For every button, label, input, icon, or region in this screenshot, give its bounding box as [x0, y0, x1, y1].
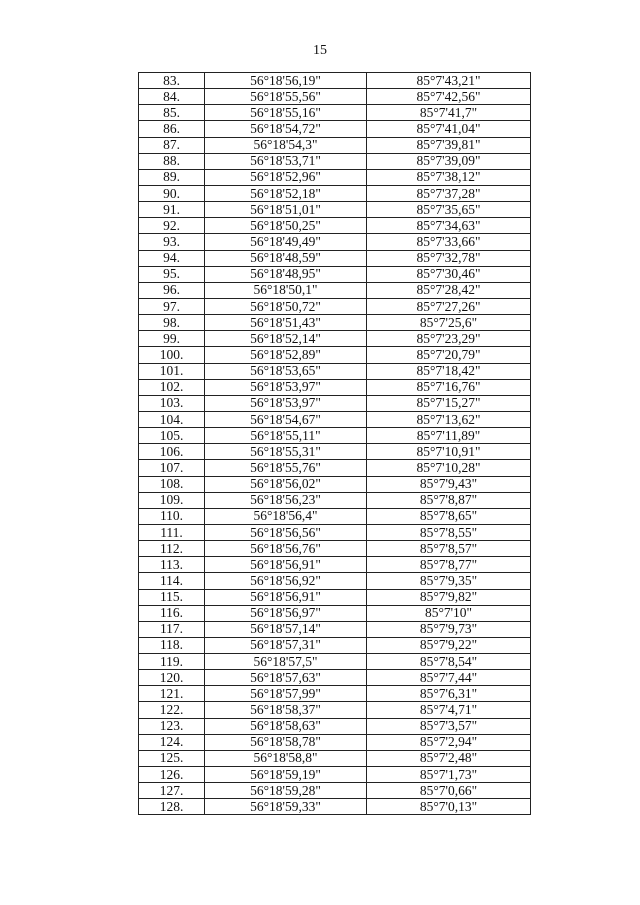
point-number-cell: 89. [139, 169, 205, 185]
latitude-cell: 56°18'56,76" [205, 541, 367, 557]
point-number-cell: 122. [139, 702, 205, 718]
longitude-cell: 85°7'41,7" [367, 105, 531, 121]
latitude-cell: 56°18'52,96" [205, 169, 367, 185]
table-row [139, 444, 531, 460]
longitude-cell: 85°7'9,43" [367, 476, 531, 492]
table-row [139, 492, 531, 508]
longitude-cell: 85°7'30,46" [367, 266, 531, 282]
point-number-cell: 95. [139, 266, 205, 282]
longitude-cell: 85°7'20,79" [367, 347, 531, 363]
point-number-cell: 97. [139, 298, 205, 314]
point-number-cell: 118. [139, 637, 205, 653]
table-row [139, 637, 531, 653]
table-row [139, 508, 531, 524]
table-row [139, 282, 531, 298]
longitude-cell: 85°7'41,04" [367, 121, 531, 137]
point-number-cell: 106. [139, 444, 205, 460]
point-number-cell: 100. [139, 347, 205, 363]
latitude-cell: 56°18'51,43" [205, 315, 367, 331]
longitude-cell: 85°7'9,82" [367, 589, 531, 605]
table-row [139, 298, 531, 314]
point-number-cell: 96. [139, 282, 205, 298]
table-row [139, 702, 531, 718]
point-number-cell: 103. [139, 395, 205, 411]
longitude-cell: 85°7'4,71" [367, 702, 531, 718]
table-row [139, 395, 531, 411]
latitude-cell: 56°18'58,8" [205, 750, 367, 766]
latitude-cell: 56°18'51,01" [205, 202, 367, 218]
longitude-cell: 85°7'9,22" [367, 637, 531, 653]
longitude-cell: 85°7'32,78" [367, 250, 531, 266]
longitude-cell: 85°7'9,35" [367, 573, 531, 589]
latitude-cell: 56°18'57,14" [205, 621, 367, 637]
table-row [139, 202, 531, 218]
table-row [139, 411, 531, 427]
latitude-cell: 56°18'56,02" [205, 476, 367, 492]
point-number-cell: 114. [139, 573, 205, 589]
table-row [139, 218, 531, 234]
latitude-cell: 56°18'53,71" [205, 153, 367, 169]
point-number-cell: 112. [139, 541, 205, 557]
latitude-cell: 56°18'55,76" [205, 460, 367, 476]
longitude-cell: 85°7'2,94" [367, 734, 531, 750]
latitude-cell: 56°18'57,31" [205, 637, 367, 653]
longitude-cell: 85°7'10,28" [367, 460, 531, 476]
point-number-cell: 88. [139, 153, 205, 169]
latitude-cell: 56°18'56,91" [205, 589, 367, 605]
table-row [139, 121, 531, 137]
latitude-cell: 56°18'58,37" [205, 702, 367, 718]
latitude-cell: 56°18'50,72" [205, 298, 367, 314]
table-row [139, 460, 531, 476]
table-row [139, 750, 531, 766]
table-row [139, 315, 531, 331]
longitude-cell: 85°7'16,76" [367, 379, 531, 395]
table-row [139, 250, 531, 266]
point-number-cell: 93. [139, 234, 205, 250]
point-number-cell: 84. [139, 89, 205, 105]
point-number-cell: 121. [139, 686, 205, 702]
point-number-cell: 116. [139, 605, 205, 621]
longitude-cell: 85°7'8,57" [367, 541, 531, 557]
table-row [139, 718, 531, 734]
longitude-cell: 85°7'37,28" [367, 185, 531, 201]
longitude-cell: 85°7'8,77" [367, 557, 531, 573]
latitude-cell: 56°18'56,92" [205, 573, 367, 589]
latitude-cell: 56°18'56,91" [205, 557, 367, 573]
longitude-cell: 85°7'0,66" [367, 783, 531, 799]
longitude-cell: 85°7'27,26" [367, 298, 531, 314]
latitude-cell: 56°18'53,97" [205, 395, 367, 411]
latitude-cell: 56°18'52,18" [205, 185, 367, 201]
longitude-cell: 85°7'13,62" [367, 411, 531, 427]
point-number-cell: 86. [139, 121, 205, 137]
longitude-cell: 85°7'38,12" [367, 169, 531, 185]
longitude-cell: 85°7'18,42" [367, 363, 531, 379]
longitude-cell: 85°7'3,57" [367, 718, 531, 734]
longitude-cell: 85°7'0,13" [367, 799, 531, 815]
point-number-cell: 127. [139, 783, 205, 799]
latitude-cell: 56°18'55,16" [205, 105, 367, 121]
point-number-cell: 90. [139, 185, 205, 201]
table-row [139, 783, 531, 799]
table-row [139, 686, 531, 702]
point-number-cell: 125. [139, 750, 205, 766]
table-row [139, 137, 531, 153]
latitude-cell: 56°18'55,11" [205, 428, 367, 444]
longitude-cell: 85°7'10,91" [367, 444, 531, 460]
longitude-cell: 85°7'2,48" [367, 750, 531, 766]
table-row [139, 89, 531, 105]
table-row [139, 573, 531, 589]
point-number-cell: 92. [139, 218, 205, 234]
latitude-cell: 56°18'54,72" [205, 121, 367, 137]
page-number: 15 [313, 43, 327, 58]
point-number-cell: 115. [139, 589, 205, 605]
latitude-cell: 56°18'59,28" [205, 783, 367, 799]
point-number-cell: 109. [139, 492, 205, 508]
latitude-cell: 56°18'54,67" [205, 411, 367, 427]
longitude-cell: 85°7'25,6" [367, 315, 531, 331]
table-row [139, 767, 531, 783]
table-row [139, 605, 531, 621]
longitude-cell: 85°7'39,81" [367, 137, 531, 153]
table-row [139, 734, 531, 750]
point-number-cell: 108. [139, 476, 205, 492]
table-row [139, 428, 531, 444]
latitude-cell: 56°18'57,99" [205, 686, 367, 702]
table-row [139, 153, 531, 169]
point-number-cell: 128. [139, 799, 205, 815]
point-number-cell: 87. [139, 137, 205, 153]
latitude-cell: 56°18'48,95" [205, 266, 367, 282]
point-number-cell: 113. [139, 557, 205, 573]
latitude-cell: 56°18'50,25" [205, 218, 367, 234]
point-number-cell: 110. [139, 508, 205, 524]
table-row [139, 73, 531, 89]
longitude-cell: 85°7'8,87" [367, 492, 531, 508]
point-number-cell: 105. [139, 428, 205, 444]
latitude-cell: 56°18'59,33" [205, 799, 367, 815]
latitude-cell: 56°18'50,1" [205, 282, 367, 298]
table-row [139, 524, 531, 540]
latitude-cell: 56°18'55,31" [205, 444, 367, 460]
table-row [139, 105, 531, 121]
longitude-cell: 85°7'15,27" [367, 395, 531, 411]
table-row [139, 476, 531, 492]
latitude-cell: 56°18'56,23" [205, 492, 367, 508]
latitude-cell: 56°18'48,59" [205, 250, 367, 266]
coordinates-table-body [139, 73, 531, 815]
table-row [139, 347, 531, 363]
point-number-cell: 120. [139, 670, 205, 686]
longitude-cell: 85°7'33,66" [367, 234, 531, 250]
longitude-cell: 85°7'35,65" [367, 202, 531, 218]
table-row [139, 185, 531, 201]
latitude-cell: 56°18'56,56" [205, 524, 367, 540]
point-number-cell: 83. [139, 73, 205, 89]
longitude-cell: 85°7'6,31" [367, 686, 531, 702]
longitude-cell: 85°7'7,44" [367, 670, 531, 686]
table-row [139, 234, 531, 250]
point-number-cell: 123. [139, 718, 205, 734]
table-row [139, 621, 531, 637]
longitude-cell: 85°7'39,09" [367, 153, 531, 169]
coordinates-table [138, 72, 531, 815]
longitude-cell: 85°7'23,29" [367, 331, 531, 347]
longitude-cell: 85°7'43,21" [367, 73, 531, 89]
latitude-cell: 56°18'52,89" [205, 347, 367, 363]
latitude-cell: 56°18'54,3" [205, 137, 367, 153]
latitude-cell: 56°18'55,56" [205, 89, 367, 105]
table-row [139, 331, 531, 347]
longitude-cell: 85°7'9,73" [367, 621, 531, 637]
longitude-cell: 85°7'11,89" [367, 428, 531, 444]
table-row [139, 799, 531, 815]
latitude-cell: 56°18'56,4" [205, 508, 367, 524]
table-row [139, 557, 531, 573]
latitude-cell: 56°18'53,65" [205, 363, 367, 379]
point-number-cell: 85. [139, 105, 205, 121]
longitude-cell: 85°7'34,63" [367, 218, 531, 234]
longitude-cell: 85°7'8,54" [367, 654, 531, 670]
latitude-cell: 56°18'57,63" [205, 670, 367, 686]
point-number-cell: 124. [139, 734, 205, 750]
table-row [139, 379, 531, 395]
latitude-cell: 56°18'56,97" [205, 605, 367, 621]
point-number-cell: 99. [139, 331, 205, 347]
point-number-cell: 91. [139, 202, 205, 218]
latitude-cell: 56°18'49,49" [205, 234, 367, 250]
point-number-cell: 102. [139, 379, 205, 395]
point-number-cell: 107. [139, 460, 205, 476]
point-number-cell: 98. [139, 315, 205, 331]
latitude-cell: 56°18'53,97" [205, 379, 367, 395]
point-number-cell: 101. [139, 363, 205, 379]
latitude-cell: 56°18'52,14" [205, 331, 367, 347]
point-number-cell: 104. [139, 411, 205, 427]
latitude-cell: 56°18'57,5" [205, 654, 367, 670]
longitude-cell: 85°7'42,56" [367, 89, 531, 105]
table-row [139, 363, 531, 379]
point-number-cell: 119. [139, 654, 205, 670]
table-row [139, 654, 531, 670]
table-row [139, 541, 531, 557]
point-number-cell: 94. [139, 250, 205, 266]
longitude-cell: 85°7'1,73" [367, 767, 531, 783]
latitude-cell: 56°18'58,63" [205, 718, 367, 734]
longitude-cell: 85°7'8,55" [367, 524, 531, 540]
latitude-cell: 56°18'59,19" [205, 767, 367, 783]
table-row [139, 266, 531, 282]
table-row [139, 670, 531, 686]
latitude-cell: 56°18'56,19" [205, 73, 367, 89]
longitude-cell: 85°7'28,42" [367, 282, 531, 298]
longitude-cell: 85°7'10" [367, 605, 531, 621]
table-row [139, 169, 531, 185]
point-number-cell: 126. [139, 767, 205, 783]
table-row [139, 589, 531, 605]
latitude-cell: 56°18'58,78" [205, 734, 367, 750]
point-number-cell: 111. [139, 524, 205, 540]
longitude-cell: 85°7'8,65" [367, 508, 531, 524]
point-number-cell: 117. [139, 621, 205, 637]
